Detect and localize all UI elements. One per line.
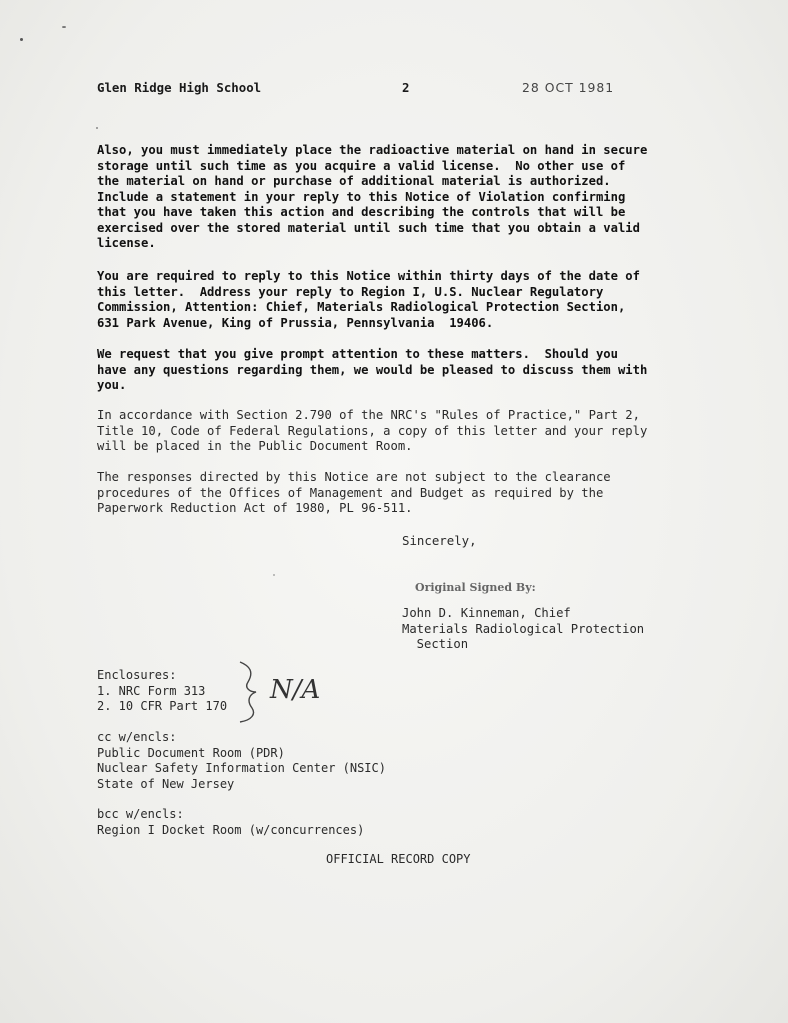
handwritten-brace-icon: [228, 650, 348, 730]
text-line: this letter. Address your reply to Region I, U.S. Nuclear Regulatory: [97, 284, 604, 299]
signature-line: Section: [402, 637, 469, 651]
text-line: 631 Park Avenue, King of Prussia, Pennsylvania 19406.: [97, 315, 494, 330]
signature-block: [402, 606, 644, 653]
text-line: exercised over the stored material until such time that you obtain a valid: [97, 220, 640, 235]
header-recipient: Glen Ridge High School: [97, 80, 262, 95]
official-record-copy: OFFICIAL RECORD COPY: [326, 852, 471, 866]
text-line: will be placed in the Public Document Room.: [97, 439, 413, 453]
paragraph-secure-storage: [97, 143, 697, 252]
text-line: The responses directed by this Notice are not subject to the clearance: [97, 470, 611, 484]
text-line: In accordance with Section 2.790 of the NRC's "Rules of Practice," Part 2,: [97, 408, 640, 422]
signed-stamp: Original Signed By:: [415, 581, 536, 594]
cc-heading: cc w/encls:: [97, 730, 177, 744]
text-line: storage until such time as you acquire a valid license. No other use of: [97, 158, 626, 173]
scan-speck: [96, 127, 98, 129]
text-line: Commission, Attention: Chief, Materials Radiological Protection Section,: [97, 300, 626, 314]
text-line: have any questions regarding them, we would be pleased to discuss them with: [97, 362, 648, 377]
bcc-list: [97, 807, 364, 838]
text-line: We request that you give prompt attention to these matters. Should you: [97, 347, 618, 361]
text-line: You are required to reply to this Notice within thirty days of the date of: [97, 269, 640, 283]
cc-item: Nuclear Safety Information Center (NSIC): [97, 761, 386, 776]
text-line: Paperwork Reduction Act of 1980, PL 96-511.: [97, 501, 413, 515]
enclosures-heading: Enclosures:: [97, 668, 177, 682]
text-line: Also, you must immediately place the radioactive material on hand in secure: [97, 143, 648, 157]
signature-line: Materials Radiological Protection: [402, 621, 645, 636]
handwritten-annotation: [228, 650, 348, 734]
paragraph-prompt-attention: [97, 347, 697, 394]
handwritten-na: N/A: [270, 675, 321, 705]
paragraph-reply-required: [97, 269, 697, 331]
scan-speck: [20, 38, 23, 41]
cc-item: State of New Jersey: [97, 776, 235, 791]
text-line: the material on hand or purchase of additional material is authorized.: [97, 174, 611, 188]
paragraph-clearance-procedures: [97, 470, 697, 517]
enclosure-item: 2. 10 CFR Part 170: [97, 699, 228, 714]
signature-line: John D. Kinneman, Chief: [402, 606, 571, 620]
text-line: Title 10, Code of Federal Regulations, a copy of this letter and your reply: [97, 423, 648, 438]
text-line: that you have taken this action and describing the controls that will be: [97, 205, 626, 219]
scan-speck: [62, 26, 66, 28]
cc-list: [97, 730, 386, 792]
bcc-item: Region I Docket Room (w/concurrences): [97, 822, 365, 837]
header-date-stamp: 28 OCT 1981: [522, 80, 615, 95]
scan-speck: [273, 574, 275, 576]
header-page-number: 2: [402, 80, 410, 95]
text-line: procedures of the Offices of Management and Budget as required by the: [97, 485, 604, 500]
text-line: license.: [97, 236, 156, 250]
enclosure-item: 1. NRC Form 313: [97, 683, 206, 698]
closing-salutation: Sincerely,: [402, 533, 477, 548]
text-line: Include a statement in your reply to this Notice of Violation confirming: [97, 189, 626, 204]
cc-item: Public Document Room (PDR): [97, 745, 285, 760]
paragraph-public-document-room: [97, 408, 697, 455]
bcc-heading: bcc w/encls:: [97, 807, 184, 821]
enclosures-list: [97, 668, 227, 715]
text-line: you.: [97, 378, 127, 392]
